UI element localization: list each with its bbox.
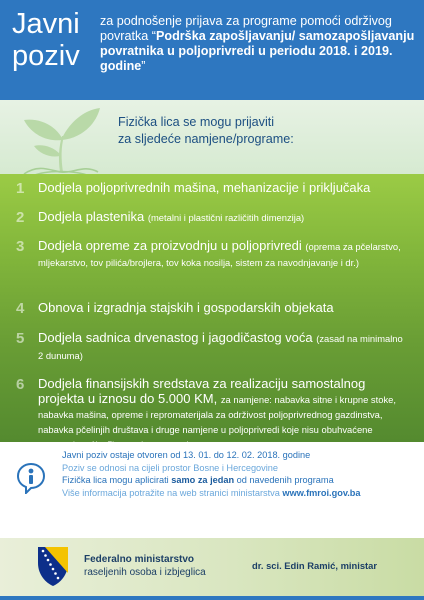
item-sub-text: za namjene: nabavka sitne i krupne stoke, nabavka mašina, opreme i repromaterijala za održivost poljoprivrednog gazdinstva, nabavka pčelinjih društava i druge namjene u poljoprivredi koje nisu obuhvaćene [38,394,396,435]
item-number: 4 [16,300,25,317]
program-list [0,174,424,442]
item-main-text: Dodjela finansijskih sredstava za realizaciju samostalnog projekta u iznosu do 5.000 KM, [38,376,366,406]
minister-signature: dr. sci. Edin Ramić, ministar [252,560,378,571]
title-line-1: Javni [12,8,80,40]
notice-rule-emphasis: samo za jedan [171,475,235,485]
intro-text [118,114,408,148]
item-text [38,330,410,364]
item-number: 5 [16,330,25,347]
notice-section [0,442,424,538]
ministry-name [84,553,206,579]
notice-text [62,449,418,499]
header-banner [0,0,424,100]
ministry-website-link[interactable]: www.fmroi.gov.ba [282,487,361,498]
item-text [38,180,410,196]
item-main-text: Dodjela plastenika [38,209,148,224]
item-number: 3 [16,238,25,255]
coat-of-arms-icon [36,545,70,587]
ministry-line-1: Federalno ministarstvo [84,554,195,565]
notice-rule-c: od navedenih programa [234,475,334,485]
item-main-text: Obnova i izgradnja stajskih i gospodarskih objekata [38,300,334,315]
item-text [38,376,410,451]
item-main-text: Dodjela opreme za proizvodnju u poljoprivredi [38,238,306,253]
ministry-line-2: raseljenih osoba i izbjeglica [84,567,206,578]
notice-more-info-text: Više informacija potražite na web stranici ministarstva [62,487,283,498]
intro-line-1: Fizička lica se mogu prijaviti [118,115,275,129]
info-person-icon [16,462,46,494]
notice-more-info [62,487,418,500]
item-text [38,238,410,270]
item-sub-text: (metalni i plastični različitih dimenzija) [147,212,305,223]
sprout-icon [18,102,102,178]
item-text [38,300,410,316]
header-intro-end: ” [141,59,146,73]
notice-scope: Poziv se odnosi na cijeli prostor Bosne i Hercegovine [62,462,279,473]
item-number: 6 [16,376,25,393]
intro-line-2: za sljedeće namjene/programe: [118,132,294,146]
notice-rule-a: Fizička lica mogu aplicirati [62,475,172,485]
notice-dates: Javni poziv ostaje otvoren od 13. 01. do 12. 02. 2018. godine [62,450,311,460]
header-description [100,14,420,74]
item-number: 2 [16,209,25,226]
page-title [12,8,94,72]
header-intro-plain: za podnošenje prijava za programe pomoći održivog povratka “ [100,14,392,43]
item-number: 1 [16,180,25,197]
item-main-text: Dodjela sadnica drvenastog i jagodičastog voća [38,330,317,345]
footer-strip [0,596,424,600]
item-main-text: Dodjela poljoprivrednih mašina, mehanizacije i priključaka [38,180,371,195]
title-line-2: poziv [12,40,80,72]
notice-rule [62,474,418,487]
item-text [38,209,410,226]
header-program-name: Podrška zapošljavanju/ samozapošljavanju povratnika u poljoprivredi u periodu 2018. i 2019. godine [100,29,415,73]
item-sub-text: (oprema za pčelarstvo, mljekarstvo, tov pilića/brojlera, tov koka nosilja, sistem za navodnjavanje i dr.) [38,241,401,268]
item-sub-text: (zasad na minimalno 2 dunuma) [38,333,403,361]
